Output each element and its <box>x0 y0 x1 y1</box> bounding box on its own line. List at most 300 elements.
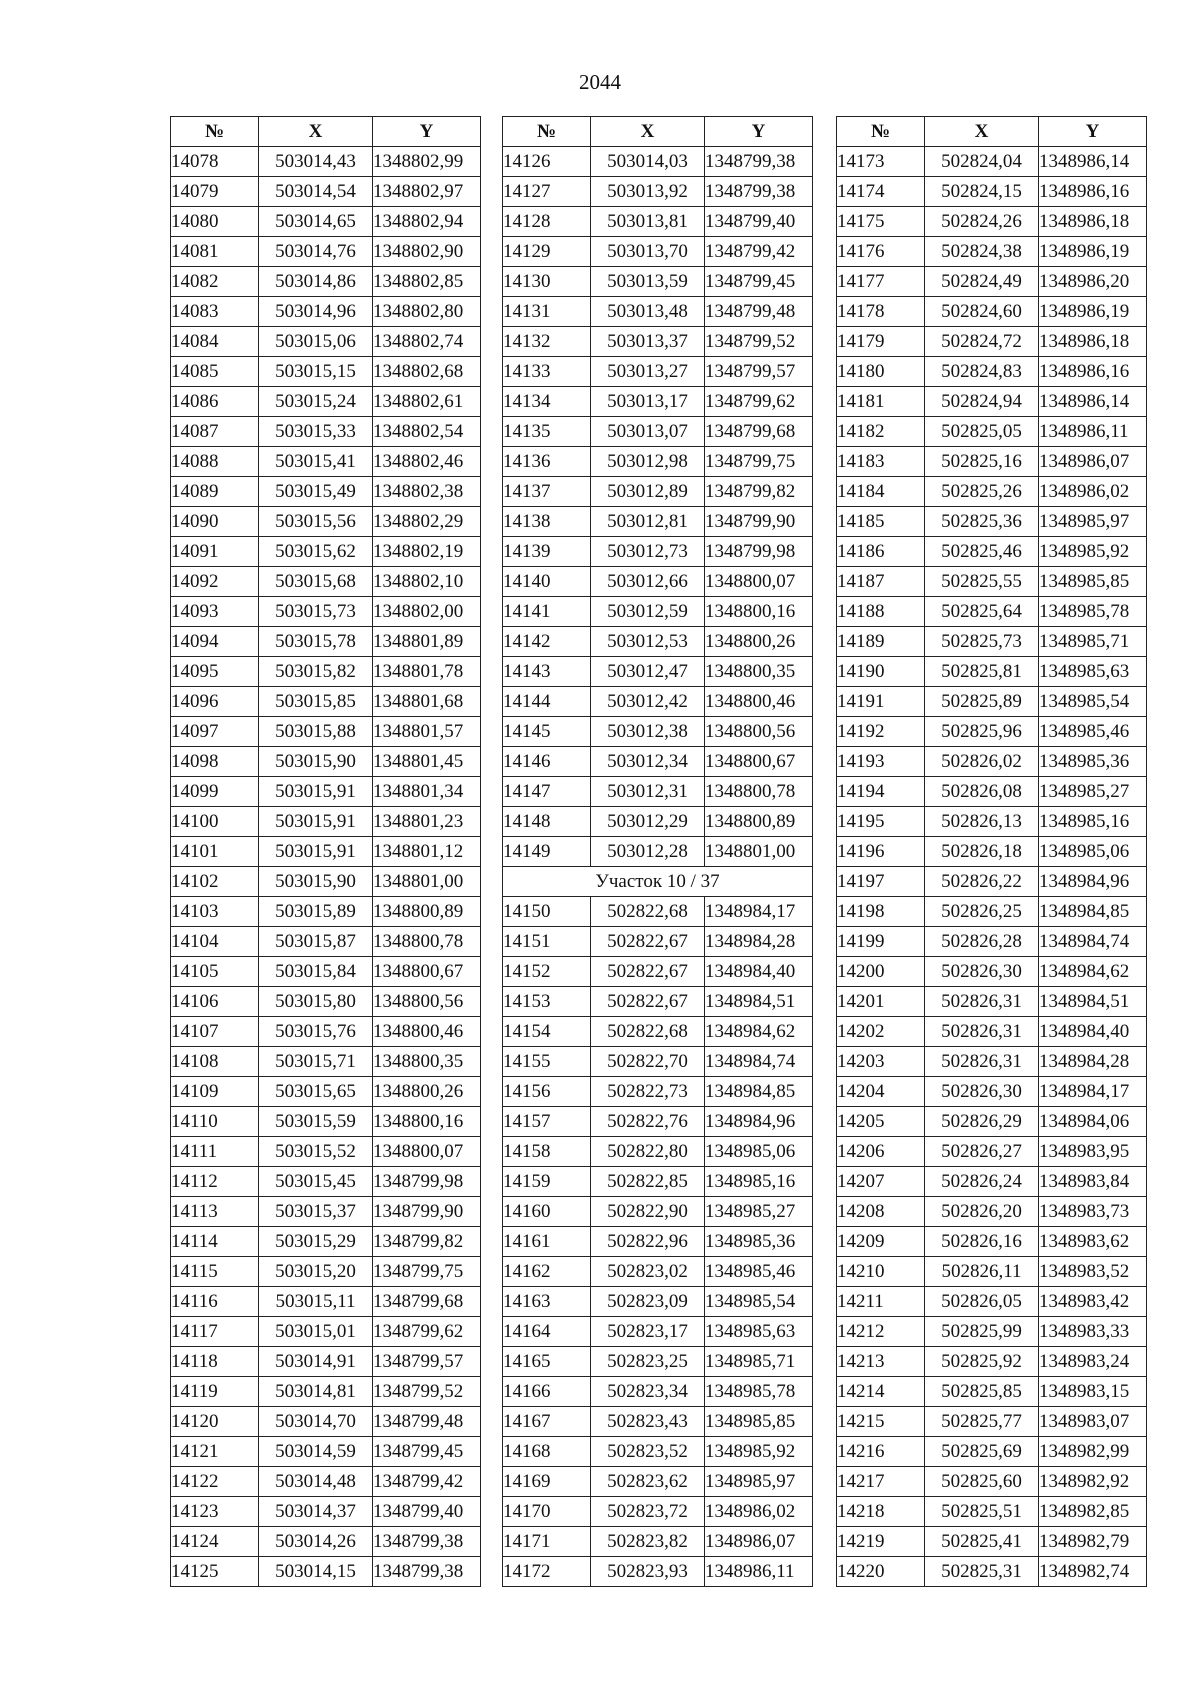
table-row <box>503 807 813 837</box>
table-row <box>837 417 1147 447</box>
y-coordinate-cell: 1348802,90 <box>373 237 481 267</box>
x-coordinate-cell: 502822,68 <box>591 897 705 927</box>
x-coordinate-cell: 502823,93 <box>591 1557 705 1587</box>
table-row <box>171 1107 481 1137</box>
x-coordinate-cell: 503015,90 <box>259 867 373 897</box>
y-coordinate-cell: 1348985,27 <box>705 1197 813 1227</box>
y-coordinate-cell: 1348984,17 <box>1039 1077 1147 1107</box>
table-row <box>837 207 1147 237</box>
point-number-cell: 14174 <box>837 177 925 207</box>
y-coordinate-cell: 1348982,74 <box>1039 1557 1147 1587</box>
table-row <box>837 957 1147 987</box>
point-number-cell: 14151 <box>503 927 591 957</box>
table-row <box>503 507 813 537</box>
x-coordinate-cell: 502822,73 <box>591 1077 705 1107</box>
point-number-cell: 14088 <box>171 447 259 477</box>
point-number-cell: 14188 <box>837 597 925 627</box>
x-coordinate-cell: 503013,37 <box>591 327 705 357</box>
x-coordinate-cell: 503012,66 <box>591 567 705 597</box>
table-row <box>503 297 813 327</box>
point-number-cell: 14204 <box>837 1077 925 1107</box>
y-coordinate-cell: 1348985,63 <box>705 1317 813 1347</box>
point-number-cell: 14210 <box>837 1257 925 1287</box>
x-coordinate-cell: 502826,18 <box>925 837 1039 867</box>
x-coordinate-cell: 502825,31 <box>925 1557 1039 1587</box>
table-row <box>171 207 481 237</box>
point-number-cell: 14106 <box>171 987 259 1017</box>
y-coordinate-cell: 1348802,94 <box>373 207 481 237</box>
point-number-cell: 14170 <box>503 1497 591 1527</box>
point-number-cell: 14136 <box>503 447 591 477</box>
point-number-cell: 14187 <box>837 567 925 597</box>
x-coordinate-cell: 503013,92 <box>591 177 705 207</box>
table-row <box>171 267 481 297</box>
x-coordinate-cell: 502825,77 <box>925 1407 1039 1437</box>
y-coordinate-cell: 1348984,51 <box>1039 987 1147 1017</box>
point-number-cell: 14097 <box>171 717 259 747</box>
point-number-cell: 14109 <box>171 1077 259 1107</box>
y-coordinate-cell: 1348802,38 <box>373 477 481 507</box>
point-number-cell: 14196 <box>837 837 925 867</box>
x-coordinate-cell: 503012,28 <box>591 837 705 867</box>
table-row <box>171 777 481 807</box>
table-row <box>837 837 1147 867</box>
y-coordinate-cell: 1348802,46 <box>373 447 481 477</box>
point-number-cell: 14186 <box>837 537 925 567</box>
table-row <box>837 1047 1147 1077</box>
table-row <box>503 1557 813 1587</box>
y-coordinate-cell: 1348799,38 <box>705 147 813 177</box>
point-number-cell: 14214 <box>837 1377 925 1407</box>
table-row <box>837 1347 1147 1377</box>
table-row <box>503 747 813 777</box>
table-row <box>171 747 481 777</box>
x-coordinate-cell: 503012,98 <box>591 447 705 477</box>
x-coordinate-cell: 503012,81 <box>591 507 705 537</box>
table-row <box>171 387 481 417</box>
x-coordinate-cell: 503015,62 <box>259 537 373 567</box>
point-number-cell: 14215 <box>837 1407 925 1437</box>
point-number-cell: 14153 <box>503 987 591 1017</box>
y-coordinate-cell: 1348984,96 <box>705 1107 813 1137</box>
x-coordinate-cell: 502826,02 <box>925 747 1039 777</box>
y-coordinate-cell: 1348986,02 <box>1039 477 1147 507</box>
x-coordinate-cell: 503012,73 <box>591 537 705 567</box>
point-number-cell: 14092 <box>171 567 259 597</box>
point-number-cell: 14148 <box>503 807 591 837</box>
section-label: Участок 10 / 37 <box>503 867 813 897</box>
x-coordinate-cell: 502824,26 <box>925 207 1039 237</box>
x-coordinate-cell: 502823,72 <box>591 1497 705 1527</box>
x-coordinate-cell: 502825,64 <box>925 597 1039 627</box>
point-number-cell: 14126 <box>503 147 591 177</box>
x-coordinate-cell: 503015,33 <box>259 417 373 447</box>
y-coordinate-cell: 1348800,35 <box>373 1047 481 1077</box>
y-coordinate-cell: 1348984,96 <box>1039 867 1147 897</box>
x-coordinate-cell: 503015,76 <box>259 1017 373 1047</box>
y-coordinate-cell: 1348799,52 <box>373 1377 481 1407</box>
point-number-cell: 14179 <box>837 327 925 357</box>
x-coordinate-cell: 502825,26 <box>925 477 1039 507</box>
y-coordinate-cell: 1348799,68 <box>373 1287 481 1317</box>
x-coordinate-cell: 503012,29 <box>591 807 705 837</box>
point-number-cell: 14212 <box>837 1317 925 1347</box>
point-number-cell: 14087 <box>171 417 259 447</box>
table-row <box>837 1437 1147 1467</box>
table-row <box>837 687 1147 717</box>
page-number: 2044 <box>579 70 621 94</box>
point-number-cell: 14143 <box>503 657 591 687</box>
section-row <box>503 867 813 897</box>
x-coordinate-cell: 502825,55 <box>925 567 1039 597</box>
point-number-cell: 14121 <box>171 1437 259 1467</box>
point-number-cell: 14146 <box>503 747 591 777</box>
y-coordinate-cell: 1348800,67 <box>373 957 481 987</box>
table-row <box>503 417 813 447</box>
point-number-cell: 14216 <box>837 1437 925 1467</box>
point-number-cell: 14090 <box>171 507 259 537</box>
y-coordinate-cell: 1348799,38 <box>705 177 813 207</box>
x-coordinate-cell: 503015,85 <box>259 687 373 717</box>
table-row <box>171 597 481 627</box>
table-row <box>503 537 813 567</box>
table-row <box>837 567 1147 597</box>
y-coordinate-cell: 1348985,92 <box>705 1437 813 1467</box>
y-coordinate-cell: 1348985,16 <box>705 1167 813 1197</box>
x-coordinate-cell: 503012,42 <box>591 687 705 717</box>
y-coordinate-cell: 1348802,10 <box>373 567 481 597</box>
table-row <box>837 537 1147 567</box>
header-number: № <box>503 117 591 147</box>
y-coordinate-cell: 1348799,98 <box>373 1167 481 1197</box>
x-coordinate-cell: 502822,96 <box>591 1227 705 1257</box>
point-number-cell: 14080 <box>171 207 259 237</box>
table-row <box>171 657 481 687</box>
y-coordinate-cell: 1348986,14 <box>1039 387 1147 417</box>
y-coordinate-cell: 1348799,52 <box>705 327 813 357</box>
point-number-cell: 14112 <box>171 1167 259 1197</box>
point-number-cell: 14159 <box>503 1167 591 1197</box>
point-number-cell: 14082 <box>171 267 259 297</box>
x-coordinate-cell: 503015,68 <box>259 567 373 597</box>
x-coordinate-cell: 503013,81 <box>591 207 705 237</box>
y-coordinate-cell: 1348799,40 <box>705 207 813 237</box>
x-coordinate-cell: 502825,46 <box>925 537 1039 567</box>
table-row <box>171 1527 481 1557</box>
y-coordinate-cell: 1348986,19 <box>1039 297 1147 327</box>
y-coordinate-cell: 1348985,54 <box>705 1287 813 1317</box>
y-coordinate-cell: 1348985,06 <box>1039 837 1147 867</box>
x-coordinate-cell: 502826,27 <box>925 1137 1039 1167</box>
point-number-cell: 14101 <box>171 837 259 867</box>
table-row <box>837 297 1147 327</box>
y-coordinate-cell: 1348984,85 <box>1039 897 1147 927</box>
header-x: X <box>259 117 373 147</box>
x-coordinate-cell: 502825,41 <box>925 1527 1039 1557</box>
y-coordinate-cell: 1348800,67 <box>705 747 813 777</box>
table-row <box>837 627 1147 657</box>
x-coordinate-cell: 502826,20 <box>925 1197 1039 1227</box>
point-number-cell: 14176 <box>837 237 925 267</box>
y-coordinate-cell: 1348799,48 <box>705 297 813 327</box>
y-coordinate-cell: 1348799,82 <box>373 1227 481 1257</box>
table-row <box>171 297 481 327</box>
y-coordinate-cell: 1348802,85 <box>373 267 481 297</box>
point-number-cell: 14135 <box>503 417 591 447</box>
y-coordinate-cell: 1348800,56 <box>373 987 481 1017</box>
table-row <box>171 177 481 207</box>
table-row <box>171 477 481 507</box>
point-number-cell: 14099 <box>171 777 259 807</box>
table-row <box>837 1557 1147 1587</box>
table-row <box>837 597 1147 627</box>
table-row <box>503 1077 813 1107</box>
y-coordinate-cell: 1348801,57 <box>373 717 481 747</box>
point-number-cell: 14191 <box>837 687 925 717</box>
table-row <box>171 417 481 447</box>
point-number-cell: 14190 <box>837 657 925 687</box>
point-number-cell: 14172 <box>503 1557 591 1587</box>
point-number-cell: 14156 <box>503 1077 591 1107</box>
x-coordinate-cell: 502826,08 <box>925 777 1039 807</box>
table-row <box>503 1377 813 1407</box>
point-number-cell: 14133 <box>503 357 591 387</box>
point-number-cell: 14100 <box>171 807 259 837</box>
y-coordinate-cell: 1348800,46 <box>373 1017 481 1047</box>
x-coordinate-cell: 503015,49 <box>259 477 373 507</box>
y-coordinate-cell: 1348799,75 <box>373 1257 481 1287</box>
point-number-cell: 14181 <box>837 387 925 417</box>
point-number-cell: 14110 <box>171 1107 259 1137</box>
y-coordinate-cell: 1348986,18 <box>1039 207 1147 237</box>
point-number-cell: 14124 <box>171 1527 259 1557</box>
y-coordinate-cell: 1348799,48 <box>373 1407 481 1437</box>
y-coordinate-cell: 1348802,29 <box>373 507 481 537</box>
table-row <box>837 507 1147 537</box>
y-coordinate-cell: 1348983,07 <box>1039 1407 1147 1437</box>
y-coordinate-cell: 1348986,14 <box>1039 147 1147 177</box>
y-coordinate-cell: 1348982,99 <box>1039 1437 1147 1467</box>
x-coordinate-cell: 503013,07 <box>591 417 705 447</box>
y-coordinate-cell: 1348985,78 <box>705 1377 813 1407</box>
y-coordinate-cell: 1348983,62 <box>1039 1227 1147 1257</box>
point-number-cell: 14132 <box>503 327 591 357</box>
x-coordinate-cell: 502824,94 <box>925 387 1039 417</box>
point-number-cell: 14198 <box>837 897 925 927</box>
table-row <box>837 897 1147 927</box>
table-row <box>503 1407 813 1437</box>
x-coordinate-cell: 502826,31 <box>925 1047 1039 1077</box>
x-coordinate-cell: 502826,05 <box>925 1287 1039 1317</box>
table-row <box>171 1227 481 1257</box>
point-number-cell: 14171 <box>503 1527 591 1557</box>
coordinates-table-1 <box>170 116 481 1587</box>
x-coordinate-cell: 502826,25 <box>925 897 1039 927</box>
table-row <box>171 897 481 927</box>
x-coordinate-cell: 502825,96 <box>925 717 1039 747</box>
point-number-cell: 14164 <box>503 1317 591 1347</box>
point-number-cell: 14089 <box>171 477 259 507</box>
y-coordinate-cell: 1348799,40 <box>373 1497 481 1527</box>
table-row <box>837 1167 1147 1197</box>
point-number-cell: 14147 <box>503 777 591 807</box>
x-coordinate-cell: 502824,04 <box>925 147 1039 177</box>
table-row <box>503 1107 813 1137</box>
table-row <box>837 1137 1147 1167</box>
table-row <box>171 1407 481 1437</box>
point-number-cell: 14094 <box>171 627 259 657</box>
point-number-cell: 14199 <box>837 927 925 957</box>
point-number-cell: 14091 <box>171 537 259 567</box>
y-coordinate-cell: 1348983,95 <box>1039 1137 1147 1167</box>
table-row <box>171 1197 481 1227</box>
y-coordinate-cell: 1348801,89 <box>373 627 481 657</box>
point-number-cell: 14205 <box>837 1107 925 1137</box>
point-number-cell: 14206 <box>837 1137 925 1167</box>
y-coordinate-cell: 1348799,57 <box>705 357 813 387</box>
y-coordinate-cell: 1348984,62 <box>1039 957 1147 987</box>
table-row <box>503 1227 813 1257</box>
x-coordinate-cell: 502822,67 <box>591 957 705 987</box>
point-number-cell: 14161 <box>503 1227 591 1257</box>
x-coordinate-cell: 503015,06 <box>259 327 373 357</box>
y-coordinate-cell: 1348984,85 <box>705 1077 813 1107</box>
point-number-cell: 14192 <box>837 717 925 747</box>
y-coordinate-cell: 1348800,16 <box>705 597 813 627</box>
table-row <box>503 627 813 657</box>
table-row <box>171 987 481 1017</box>
point-number-cell: 14155 <box>503 1047 591 1077</box>
x-coordinate-cell: 502826,16 <box>925 1227 1039 1257</box>
x-coordinate-cell: 503015,24 <box>259 387 373 417</box>
point-number-cell: 14107 <box>171 1017 259 1047</box>
y-coordinate-cell: 1348984,40 <box>1039 1017 1147 1047</box>
table-row <box>171 1347 481 1377</box>
y-coordinate-cell: 1348802,00 <box>373 597 481 627</box>
x-coordinate-cell: 503015,78 <box>259 627 373 657</box>
point-number-cell: 14211 <box>837 1287 925 1317</box>
x-coordinate-cell: 503015,65 <box>259 1077 373 1107</box>
point-number-cell: 14145 <box>503 717 591 747</box>
table-row <box>171 687 481 717</box>
x-coordinate-cell: 503012,38 <box>591 717 705 747</box>
table-row <box>503 657 813 687</box>
y-coordinate-cell: 1348799,90 <box>373 1197 481 1227</box>
table-row <box>503 1497 813 1527</box>
table-row <box>837 327 1147 357</box>
x-coordinate-cell: 503015,73 <box>259 597 373 627</box>
y-coordinate-cell: 1348985,36 <box>705 1227 813 1257</box>
point-number-cell: 14180 <box>837 357 925 387</box>
point-number-cell: 14203 <box>837 1047 925 1077</box>
table-header-row <box>171 117 481 147</box>
point-number-cell: 14220 <box>837 1557 925 1587</box>
x-coordinate-cell: 502826,31 <box>925 1017 1039 1047</box>
y-coordinate-cell: 1348985,06 <box>705 1137 813 1167</box>
point-number-cell: 14154 <box>503 1017 591 1047</box>
x-coordinate-cell: 503015,52 <box>259 1137 373 1167</box>
y-coordinate-cell: 1348985,63 <box>1039 657 1147 687</box>
point-number-cell: 14218 <box>837 1497 925 1527</box>
y-coordinate-cell: 1348986,19 <box>1039 237 1147 267</box>
y-coordinate-cell: 1348800,89 <box>373 897 481 927</box>
y-coordinate-cell: 1348800,26 <box>373 1077 481 1107</box>
y-coordinate-cell: 1348799,42 <box>373 1467 481 1497</box>
x-coordinate-cell: 502823,02 <box>591 1257 705 1287</box>
point-number-cell: 14194 <box>837 777 925 807</box>
x-coordinate-cell: 502822,90 <box>591 1197 705 1227</box>
table-row <box>503 597 813 627</box>
table-row <box>171 1317 481 1347</box>
x-coordinate-cell: 503015,84 <box>259 957 373 987</box>
x-coordinate-cell: 503015,01 <box>259 1317 373 1347</box>
point-number-cell: 14162 <box>503 1257 591 1287</box>
x-coordinate-cell: 502826,24 <box>925 1167 1039 1197</box>
x-coordinate-cell: 503014,59 <box>259 1437 373 1467</box>
y-coordinate-cell: 1348800,56 <box>705 717 813 747</box>
table-row <box>503 477 813 507</box>
y-coordinate-cell: 1348986,16 <box>1039 177 1147 207</box>
table-row <box>171 1137 481 1167</box>
point-number-cell: 14185 <box>837 507 925 537</box>
table-row <box>503 897 813 927</box>
point-number-cell: 14160 <box>503 1197 591 1227</box>
y-coordinate-cell: 1348799,45 <box>373 1437 481 1467</box>
table-row <box>171 717 481 747</box>
x-coordinate-cell: 502824,83 <box>925 357 1039 387</box>
point-number-cell: 14173 <box>837 147 925 177</box>
point-number-cell: 14128 <box>503 207 591 237</box>
y-coordinate-cell: 1348985,36 <box>1039 747 1147 777</box>
table-row <box>837 477 1147 507</box>
x-coordinate-cell: 503013,70 <box>591 237 705 267</box>
point-number-cell: 14219 <box>837 1527 925 1557</box>
x-coordinate-cell: 502826,30 <box>925 1077 1039 1107</box>
x-coordinate-cell: 503015,71 <box>259 1047 373 1077</box>
header-number: № <box>837 117 925 147</box>
y-coordinate-cell: 1348799,82 <box>705 477 813 507</box>
table-row <box>503 927 813 957</box>
table-row <box>171 837 481 867</box>
header-y: Y <box>373 117 481 147</box>
table-row <box>503 957 813 987</box>
point-number-cell: 14125 <box>171 1557 259 1587</box>
point-number-cell: 14137 <box>503 477 591 507</box>
x-coordinate-cell: 502826,29 <box>925 1107 1039 1137</box>
x-coordinate-cell: 503015,15 <box>259 357 373 387</box>
table-row <box>171 1497 481 1527</box>
header-x: X <box>591 117 705 147</box>
table-row <box>503 267 813 297</box>
y-coordinate-cell: 1348985,85 <box>705 1407 813 1437</box>
x-coordinate-cell: 503015,87 <box>259 927 373 957</box>
x-coordinate-cell: 503014,76 <box>259 237 373 267</box>
y-coordinate-cell: 1348985,54 <box>1039 687 1147 717</box>
table-row <box>171 1077 481 1107</box>
point-number-cell: 14118 <box>171 1347 259 1377</box>
point-number-cell: 14189 <box>837 627 925 657</box>
point-number-cell: 14166 <box>503 1377 591 1407</box>
x-coordinate-cell: 502822,67 <box>591 987 705 1017</box>
x-coordinate-cell: 502824,38 <box>925 237 1039 267</box>
y-coordinate-cell: 1348984,51 <box>705 987 813 1017</box>
x-coordinate-cell: 502826,13 <box>925 807 1039 837</box>
y-coordinate-cell: 1348802,61 <box>373 387 481 417</box>
table-row <box>837 1407 1147 1437</box>
table-row <box>171 867 481 897</box>
x-coordinate-cell: 503015,91 <box>259 837 373 867</box>
y-coordinate-cell: 1348984,40 <box>705 957 813 987</box>
